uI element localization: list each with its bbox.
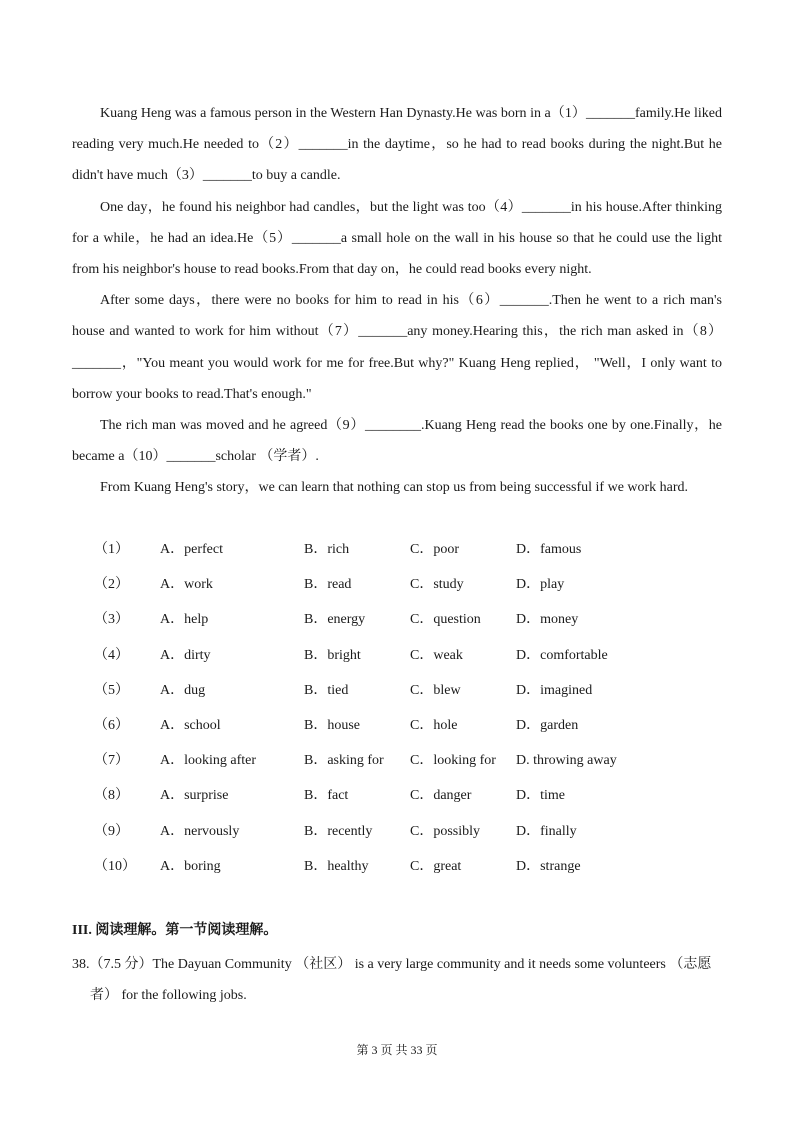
- option-d: D．time: [516, 788, 565, 804]
- option-c: C．question: [410, 612, 481, 628]
- question-number: （4）: [94, 647, 129, 663]
- cloze-passage: [72, 98, 722, 504]
- option-a: A．school: [160, 717, 221, 733]
- option-row: [94, 570, 734, 605]
- question-text-line-2: 者） for the following jobs.: [90, 988, 247, 1003]
- question-text-line-1: 38.（7.5 分）The Dayuan Community （社区） is a very large community and it needs some volunteers （志愿: [72, 957, 712, 972]
- option-b: B．fact: [304, 788, 349, 804]
- question-number: （2）: [94, 577, 129, 593]
- option-b: B．house: [304, 717, 360, 733]
- option-a: A．dirty: [160, 647, 211, 663]
- section-title: III. 阅读理解。第一节阅读理解。: [72, 923, 278, 938]
- option-b: B．read: [304, 577, 352, 593]
- option-c: C．poor: [410, 542, 459, 557]
- option-c: C．weak: [410, 647, 463, 663]
- option-c: C．possibly: [410, 823, 481, 839]
- question-number: （7）: [94, 753, 129, 769]
- passage-paragraph: After some days，there were no books for him to read in his（6）_______.Then he went to a rich man's house and wanted to work for him without（7）_______any money.Hearing this，the rich man asked in（8）_______，"You meant you would work for me for free.But why?" Kuang Heng replied， "Well，I only want to borrow your books to read.That's enough.": [72, 293, 722, 402]
- option-row: [94, 852, 734, 887]
- option-row: [94, 535, 734, 570]
- option-d: D．famous: [516, 542, 582, 557]
- option-row: [94, 711, 734, 746]
- passage-paragraph: From Kuang Heng's story，we can learn that nothing can stop us from being successful if we work hard.: [100, 480, 689, 496]
- passage-paragraph: The rich man was moved and he agreed（9）________.Kuang Heng read the books one by one.Finally，he became a（10）_______scholar （学者）.: [72, 418, 722, 465]
- option-a: A．boring: [160, 858, 221, 874]
- option-d: D．comfortable: [516, 647, 608, 663]
- option-row: [94, 641, 734, 676]
- question-number: （10）: [94, 858, 136, 874]
- option-d: D．finally: [516, 823, 577, 839]
- option-b: B．healthy: [304, 858, 369, 874]
- option-row: [94, 676, 734, 711]
- question-38: [72, 949, 722, 1011]
- option-d: D．money: [516, 612, 579, 628]
- passage-paragraph: One day，he found his neighbor had candles，but the light was too（4）_______in his house.After thinking for a while，he had an idea.He（5）_______a small hole on the wall in his house so that he could use the light from his neighbor's house to read books.From that day on，he could read books every night.: [72, 199, 722, 278]
- option-b: B．asking for: [304, 753, 384, 769]
- option-b: B．energy: [304, 612, 366, 628]
- option-d: D．strange: [516, 858, 581, 874]
- option-a: A．surprise: [160, 788, 229, 804]
- option-b: B．rich: [304, 542, 350, 557]
- question-number: （9）: [94, 823, 129, 839]
- question-number: （5）: [94, 682, 129, 698]
- option-c: C．looking for: [410, 753, 496, 769]
- option-d: D．imagined: [516, 682, 593, 698]
- option-a: A．nervously: [160, 823, 240, 839]
- option-a: A．perfect: [160, 542, 223, 557]
- option-a: A．looking after: [160, 753, 257, 769]
- option-d: D．play: [516, 577, 565, 593]
- passage-paragraph: Kuang Heng was a famous person in the Western Han Dynasty.He was born in a（1）_______family.He liked reading very much.He needed to（2）_______in the daytime，so he had to read books during the night.But he didn't have much（3）_______to buy a candle.: [72, 106, 722, 184]
- option-row: [94, 746, 734, 781]
- option-c: C．great: [410, 858, 462, 874]
- question-number: （6）: [94, 717, 129, 733]
- question-number: （8）: [94, 788, 129, 804]
- option-a: A．work: [160, 577, 213, 593]
- option-a: A．dug: [160, 682, 206, 698]
- option-a: A．help: [160, 612, 209, 628]
- option-d: D. throwing away: [516, 753, 617, 769]
- page-footer: 第 3 页 共 33 页: [356, 1043, 438, 1057]
- option-row: [94, 605, 734, 640]
- option-b: B．bright: [304, 647, 361, 663]
- option-c: C．danger: [410, 788, 472, 804]
- question-number: （1）: [94, 542, 129, 557]
- option-d: D．garden: [516, 717, 579, 733]
- option-c: C．blew: [410, 682, 461, 698]
- option-b: B．tied: [304, 682, 349, 698]
- option-row: [94, 817, 734, 852]
- option-c: C．study: [410, 577, 464, 593]
- option-row: [94, 781, 734, 816]
- answer-options: [94, 535, 734, 887]
- option-c: C．hole: [410, 717, 458, 733]
- question-number: （3）: [94, 612, 129, 628]
- option-b: B．recently: [304, 823, 373, 839]
